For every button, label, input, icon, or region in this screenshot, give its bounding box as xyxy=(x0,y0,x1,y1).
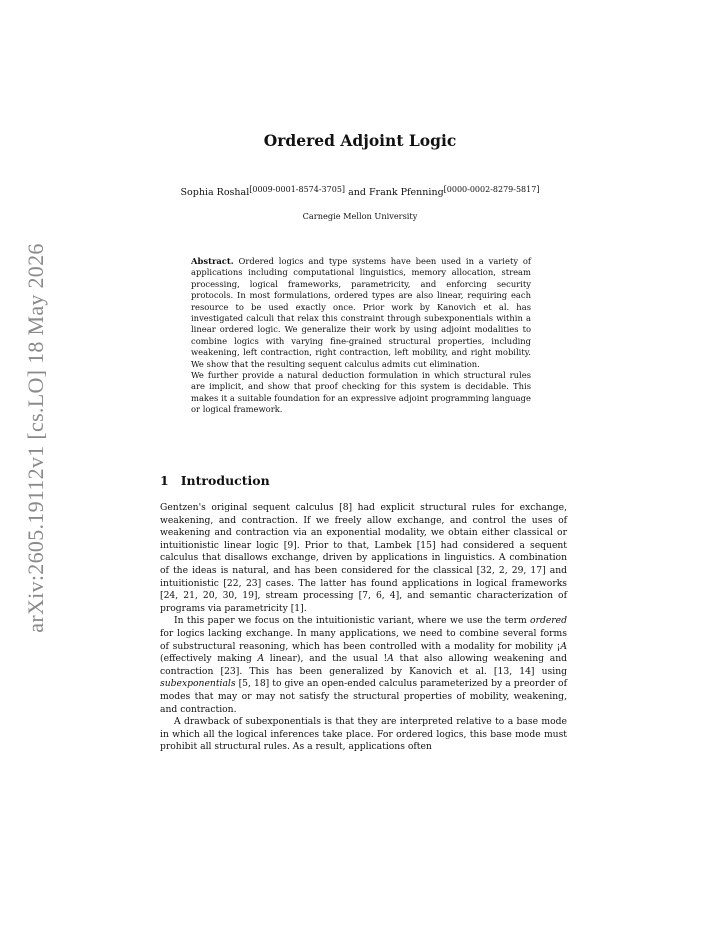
abstract-paragraph xyxy=(191,256,531,370)
author-name: Frank Pfenning xyxy=(368,187,444,198)
affiliation: Carnegie Mellon University xyxy=(302,211,418,221)
text-run: [5, 18] to give an open-ended calculus parameterized by a preorder of modes that may or may not satisfy the structural properties of mobility, weakening, and contraction. xyxy=(160,678,567,715)
author-conjunction: and xyxy=(345,187,369,198)
text-run: that also allowing weakening and contraction [23]. This has been generalized by Kanovich et al. [13, 14] using xyxy=(160,653,568,677)
body-paragraph: Gentzen's original sequent calculus [8] had explicit structural rules for exchange, weakening, and contraction. If we freely allow exchange, and control the uses of weakening and contraction via an exponential modality, we obtain either classical or intuitionistic linear logic [9]. Prior to that, Lambek [15] had considered a sequent calculus that disallows exchange, driven by applications in linguistics. A combination of the ideas is natural, and has been considered for the classical [32, 2, 29, 17] and intuitionistic [22, 23] cases. The latter has found applications in logical frameworks [24, 21, 20, 30, 19], stream processing [7, 6, 4], and semantic characterization of programs via parametricity [1]. xyxy=(160,502,567,614)
math-variable: A xyxy=(560,640,567,652)
abstract-paragraph: We further provide a natural deduction formulation in which structural rules are implicit, and show that proof checking for this system is decidable. This makes it a suitable foundation for an expressive adjoint programming language or logical framework. xyxy=(191,370,531,415)
text-run: (effectively making xyxy=(160,653,258,665)
section-number: 1 xyxy=(160,473,169,488)
section-title: Introduction xyxy=(180,473,270,488)
body-paragraph xyxy=(160,615,567,716)
emphasis: ordered xyxy=(530,615,567,627)
body-text xyxy=(160,502,567,754)
abstract xyxy=(191,256,531,416)
abstract-text: Ordered logics and type systems have been used in a variety of applications including computational linguistics, memory allocation, stream processing, logical frameworks, parametricity, and enforcing security protocols. In most formulations, ordered types are also linear, requiring each resource to be used exactly once. Prior work by Kanovich et al. has investigated calculi that relax this constraint through subexponentials within a linear ordered logic. We generalize their work by using adjoint modalities to combine logics with varying fine-grained structural properties, including weakening, left contraction, right contraction, left mobility, and right mobility. We show that the resulting sequent calculus admits cut elimination. xyxy=(191,256,531,369)
abstract-label: Abstract. xyxy=(191,256,234,266)
body-paragraph: A drawback of subexponentials is that they are interpreted relative to a base mode in which all the logical inferences take place. For ordered logics, this base mode must prohibit all structural rules. As a result, applications often xyxy=(160,716,567,753)
author-orcid: [0009-0001-8574-3705] xyxy=(249,185,346,194)
emphasis: subexponentials xyxy=(160,678,236,690)
author-line xyxy=(0,185,720,198)
section-heading xyxy=(160,473,270,488)
text-run: In this paper we focus on the intuitionistic variant, where we use the term xyxy=(174,615,531,627)
paper-title: Ordered Adjoint Logic xyxy=(263,131,457,150)
text-run: for logics lacking exchange. In many applications, we need to combine several forms of substructural reasoning, which has been controlled with a modality for mobility ¡ xyxy=(160,627,567,652)
math-variable: A xyxy=(387,653,394,665)
author-orcid: [0000-0002-8279-5817] xyxy=(443,185,540,194)
text-run: linear), and the usual ! xyxy=(264,653,388,665)
math-variable: A xyxy=(257,653,265,665)
author-name: Sophia Roshal xyxy=(180,187,250,198)
arxiv-identifier-text: arXiv:2605.19112v1 [cs.LO] 18 May 2026 xyxy=(23,243,48,633)
